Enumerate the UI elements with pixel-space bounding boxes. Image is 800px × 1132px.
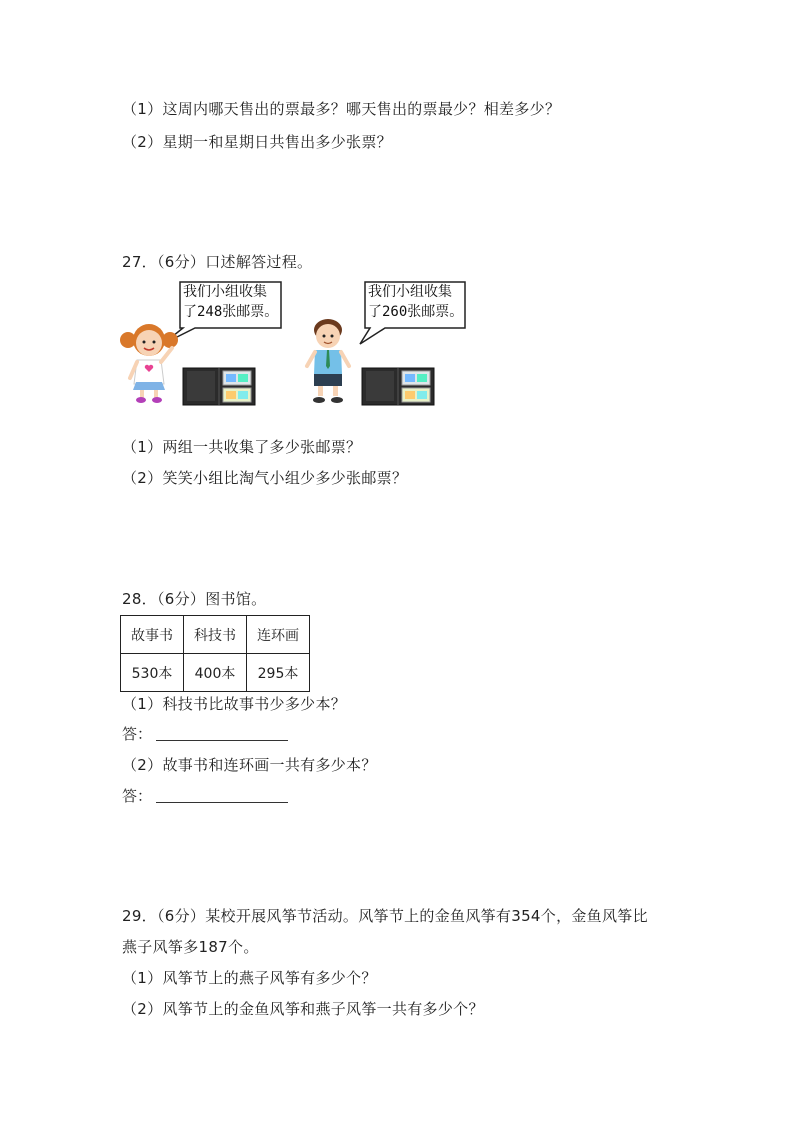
q26-sub2: （2）星期一和星期日共售出多少张票？ [122,133,392,151]
library-books-table [120,615,310,692]
q29-title-line1: 29．（6分）某校开展风筝节活动。风筝节上的金鱼风筝有354个，金鱼风筝比 [122,907,648,925]
table-header-cell: 连环画 [247,616,310,654]
table-cell: 295本 [247,654,310,692]
table-header-cell: 科技书 [184,616,247,654]
table-header-cell: 故事书 [121,616,184,654]
q29-sub2: （2）风筝节上的金鱼风筝和燕子风筝一共有多少个？ [122,1000,484,1018]
boy-bubble-text: 我们小组收集 了260张邮票。 [368,284,464,320]
q29-title-line2: 燕子风筝多187个。 [122,938,259,956]
answer-label: 答： [122,787,153,805]
q27-sub1: （1）两组一共收集了多少张邮票？ [122,438,362,456]
stamp-album-icon [182,367,256,406]
q27-sub2: （2）笑笑小组比淘气小组少多少张邮票？ [122,469,408,487]
q26-sub1: （1）这周内哪天售出的票最多？哪天售出的票最少？相差多少？ [122,100,561,118]
q28-sub1: （1）科技书比故事书少多少本？ [122,695,347,713]
boy-illustration [300,316,356,406]
girl-illustration [120,318,180,404]
q28-answer1 [122,723,288,744]
stamp-album-icon [361,367,435,406]
table-row [121,616,310,654]
answer-blank[interactable] [156,788,288,803]
q28-answer2 [122,785,288,806]
q27-title: 27．（6分）口述解答过程。 [122,253,313,271]
table-row [121,654,310,692]
q29-sub1: （1）风筝节上的燕子风筝有多少个？ [122,969,377,987]
table-cell: 530本 [121,654,184,692]
q28-sub2: （2）故事书和连环画一共有多少本？ [122,756,377,774]
table-cell: 400本 [184,654,247,692]
answer-label: 答： [122,725,153,743]
answer-blank[interactable] [156,726,288,741]
q28-title: 28．（6分）图书馆。 [122,590,267,608]
girl-bubble-text: 我们小组收集 了248张邮票。 [183,284,279,320]
